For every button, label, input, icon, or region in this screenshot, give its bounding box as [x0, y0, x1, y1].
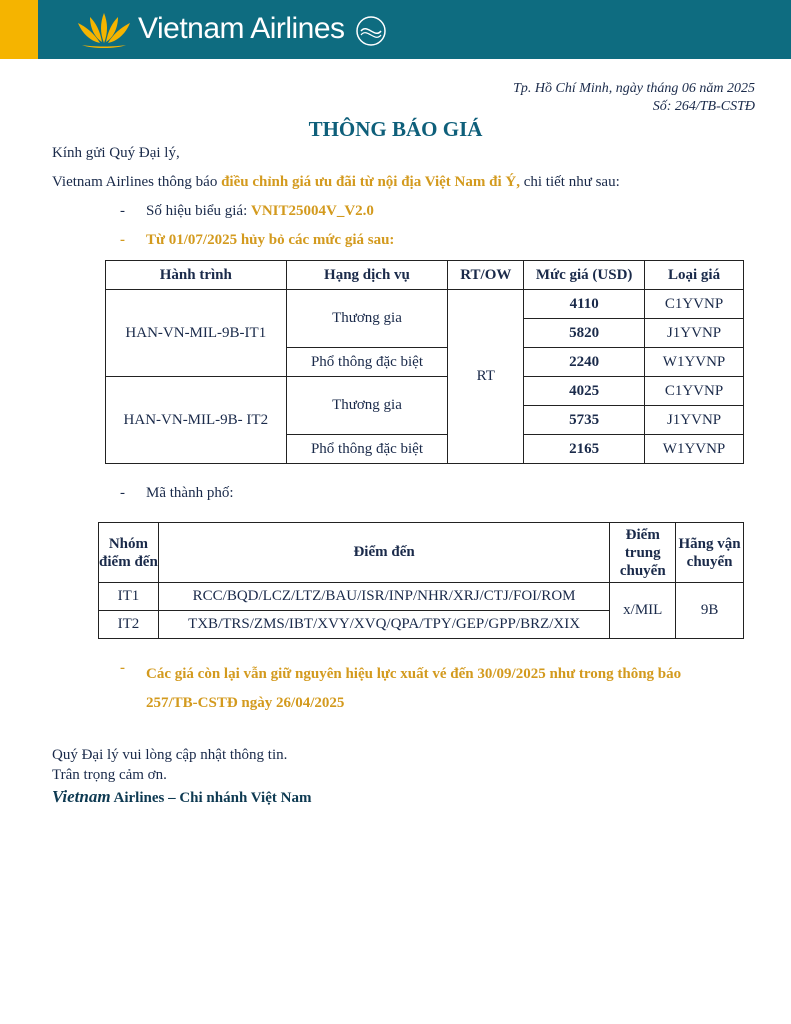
validity-note: [146, 660, 756, 718]
col-header-class: Hạng dịch vụ: [286, 261, 448, 290]
route-cell: HAN-VN-MIL-9B- IT2: [106, 377, 287, 464]
intro-post: chi tiết như sau:: [519, 174, 620, 190]
price-cell: 4025: [524, 377, 645, 406]
fare-type-cell: J1YVNP: [645, 406, 744, 435]
bullet-dash: -: [120, 203, 125, 219]
fare-type-cell: C1YVNP: [645, 377, 744, 406]
bullet-dash: -: [120, 485, 125, 501]
table-row: [99, 583, 744, 611]
bullet-dash: -: [120, 232, 125, 248]
fare-code-label: Số hiệu biểu giá:: [146, 203, 251, 219]
price-cell: 5820: [524, 319, 645, 348]
signature-rest: Airlines – Chi nhánh Việt Nam: [110, 790, 312, 806]
city-code-table: [98, 522, 744, 639]
document-number: Số: 264/TB-CSTĐ: [652, 99, 755, 114]
col-header-group: Nhóm điểm đến: [99, 523, 159, 583]
col-header-route: Hành trình: [106, 261, 287, 290]
greeting: Kính gửi Quý Đại lý,: [52, 145, 180, 161]
intro-highlight: điều chỉnh giá ưu đãi từ nội địa Việt Nam đi Ý,: [221, 174, 520, 190]
closing-line-2: Trân trọng cảm ơn.: [52, 767, 167, 783]
cancel-notice: Từ 01/07/2025 hủy bỏ các mức giá sau:: [146, 232, 395, 248]
fare-type-cell: C1YVNP: [645, 290, 744, 319]
place-date: Tp. Hồ Chí Minh, ngày tháng 06 năm 2025: [513, 81, 755, 96]
col-header-transit: Điểm trung chuyển: [610, 523, 676, 583]
logo-text: Vietnam Airlines: [138, 12, 345, 45]
fare-code-item: [146, 203, 374, 220]
document-title: THÔNG BÁO GIÁ: [308, 117, 483, 141]
price-cell: 2240: [524, 348, 645, 377]
table-row: [106, 290, 744, 319]
city-code-heading: Mã thành phố:: [146, 485, 234, 501]
class-cell: Phổ thông đặc biệt: [286, 435, 448, 464]
intro-pre: Vietnam Airlines thông báo: [52, 174, 222, 190]
validity-line-2: 257/TB-CSTĐ ngày 26/04/2025: [146, 695, 345, 711]
intro-paragraph: [52, 174, 620, 191]
fare-type-cell: W1YVNP: [645, 435, 744, 464]
col-header-carrier: Hãng vận chuyển: [676, 523, 744, 583]
header-banner: [0, 0, 791, 59]
col-header-destination: Điểm đến: [158, 523, 610, 583]
table-row: [106, 377, 744, 406]
fare-type-cell: J1YVNP: [645, 319, 744, 348]
group-cell: IT1: [99, 583, 159, 611]
class-cell: Thương gia: [286, 377, 448, 435]
class-cell: Phổ thông đặc biệt: [286, 348, 448, 377]
price-cell: 2165: [524, 435, 645, 464]
header-gold-strip: [0, 0, 38, 59]
route-cell: HAN-VN-MIL-9B-IT1: [106, 290, 287, 377]
rtow-cell: RT: [448, 290, 524, 464]
fare-table: [105, 260, 744, 464]
document-meta: [513, 80, 755, 116]
fare-code-value: VNIT25004V_V2.0: [251, 203, 374, 219]
col-header-price: Mức giá (USD): [524, 261, 645, 290]
vietnam-airlines-logo: [76, 6, 391, 52]
destination-cell: TXB/TRS/ZMS/IBT/XVY/XVQ/QPA/TPY/GEP/GPP/BRZ/XIX: [158, 611, 610, 639]
price-cell: 4110: [524, 290, 645, 319]
validity-line-1: Các giá còn lại vẫn giữ nguyên hiệu lực xuất vé đến 30/09/2025 như trong thông báo: [146, 666, 682, 682]
closing-line-1: Quý Đại lý vui lòng cập nhật thông tin.: [52, 747, 288, 763]
destination-cell: RCC/BQD/LCZ/LTZ/BAU/ISR/INP/NHR/XRJ/CTJ/FOI/ROM: [158, 583, 610, 611]
col-header-fare-type: Loại giá: [645, 261, 744, 290]
price-cell: 5735: [524, 406, 645, 435]
bullet-dash: -: [120, 660, 125, 676]
skyteam-icon: [351, 9, 391, 49]
fare-type-cell: W1YVNP: [645, 348, 744, 377]
signature: [52, 787, 311, 807]
carrier-cell: 9B: [676, 583, 744, 639]
lotus-logo-icon: [76, 9, 132, 49]
transit-cell: x/MIL: [610, 583, 676, 639]
col-header-rtow: RT/OW: [448, 261, 524, 290]
group-cell: IT2: [99, 611, 159, 639]
class-cell: Thương gia: [286, 290, 448, 348]
signature-italic: Vietnam: [52, 787, 111, 806]
